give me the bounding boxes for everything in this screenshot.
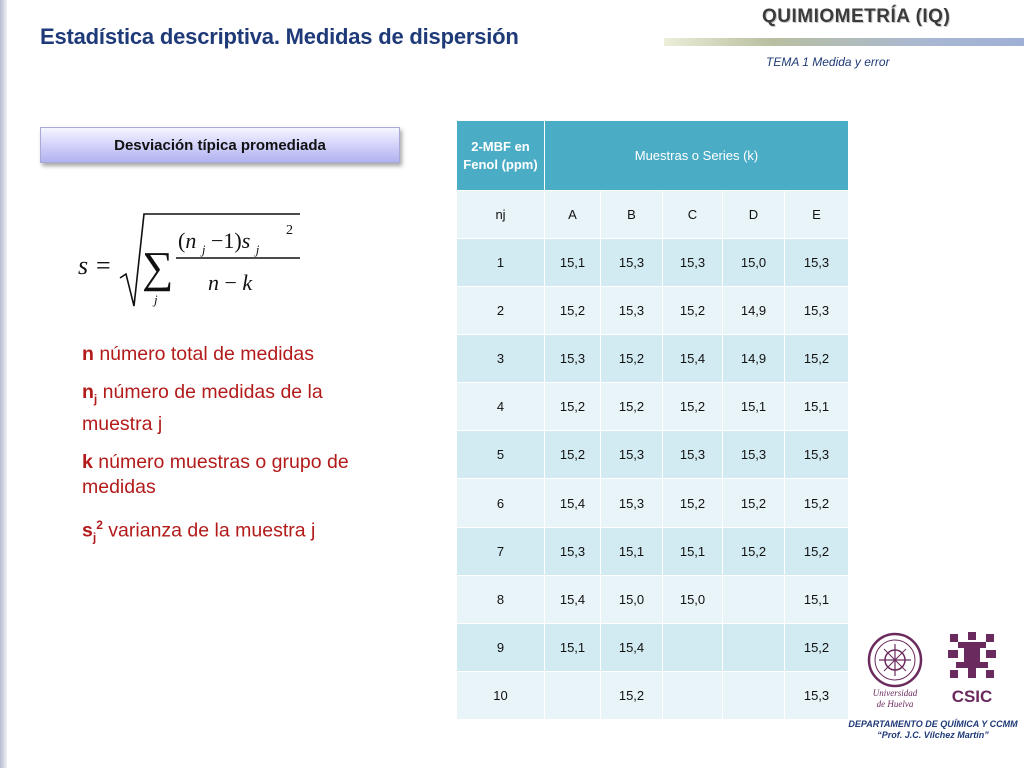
table-cell: 15,2 bbox=[601, 335, 663, 383]
table-cell bbox=[723, 575, 785, 623]
formula-sum-index: j bbox=[154, 292, 158, 307]
table-cell: 15,4 bbox=[545, 575, 601, 623]
row-index-cell: 5 bbox=[457, 431, 545, 479]
table-cell: 15,3 bbox=[545, 335, 601, 383]
data-table bbox=[456, 120, 849, 720]
row-index-cell: 3 bbox=[457, 335, 545, 383]
csic-logo-text: CSIC bbox=[951, 687, 993, 706]
table-row bbox=[457, 527, 849, 575]
table-cell: 15,3 bbox=[723, 431, 785, 479]
table-cell: 15,2 bbox=[601, 383, 663, 431]
formula-sum-sign: ∑ bbox=[142, 243, 174, 292]
table-cell: 15,3 bbox=[785, 431, 849, 479]
formula-denominator: n − k bbox=[208, 270, 253, 295]
csic-logo bbox=[944, 630, 1000, 710]
table-cell: 15,3 bbox=[601, 239, 663, 287]
footer-professor: “Prof. J.C. Vílchez Martín” bbox=[877, 730, 989, 740]
table-cell: 15,2 bbox=[785, 623, 849, 671]
table-cell: 15,2 bbox=[663, 479, 723, 527]
column-header-cell: nj bbox=[457, 191, 545, 239]
table-cell: 15,3 bbox=[663, 431, 723, 479]
formula-lhs: s bbox=[78, 251, 89, 280]
table-cell: 15,2 bbox=[663, 383, 723, 431]
table-cell: 15,1 bbox=[785, 575, 849, 623]
table-cell: 15,3 bbox=[601, 287, 663, 335]
row-index-cell: 10 bbox=[457, 671, 545, 719]
table-cell: 15,2 bbox=[785, 527, 849, 575]
formula-exponent: 2 bbox=[286, 223, 293, 238]
table-cell: 15,3 bbox=[785, 239, 849, 287]
row-index-cell: 1 bbox=[457, 239, 545, 287]
table-cell: 15,3 bbox=[663, 239, 723, 287]
left-accent-bar bbox=[0, 0, 7, 768]
formula-numerator: (n $_j$ −1)s $_j$ bbox=[178, 228, 260, 257]
footer-credits bbox=[842, 719, 1024, 741]
table-cell: 15,1 bbox=[785, 383, 849, 431]
table-cell: 15,1 bbox=[663, 527, 723, 575]
table-cell bbox=[663, 623, 723, 671]
svg-text:de Huelva: de Huelva bbox=[876, 699, 914, 709]
column-header-cell: B bbox=[601, 191, 663, 239]
table-cell: 14,9 bbox=[723, 335, 785, 383]
definition-sj2: $s_j^2$ varianza de la muestra j bbox=[82, 517, 316, 545]
table-row bbox=[457, 623, 849, 671]
table-cell: 15,3 bbox=[545, 527, 601, 575]
table-cell bbox=[545, 671, 601, 719]
slide-title: Estadística descriptiva. Medidas de dispersión bbox=[40, 24, 519, 49]
table-corner-header: 2-MBF en Fenol (ppm) bbox=[457, 121, 545, 191]
table-row bbox=[457, 239, 849, 287]
table-cell: 15,0 bbox=[723, 239, 785, 287]
table-cell: 15,3 bbox=[601, 479, 663, 527]
universidad-huelva-logo bbox=[864, 632, 926, 712]
table-row bbox=[457, 575, 849, 623]
definitions-list bbox=[82, 342, 382, 563]
table-cell: 15,3 bbox=[785, 671, 849, 719]
table-cell: 15,2 bbox=[601, 671, 663, 719]
table-cell: 15,2 bbox=[545, 287, 601, 335]
row-index-cell: 7 bbox=[457, 527, 545, 575]
table-cell: 15,2 bbox=[545, 383, 601, 431]
header-divider bbox=[664, 38, 1024, 46]
row-index-cell: 9 bbox=[457, 623, 545, 671]
table-cell: 15,2 bbox=[723, 479, 785, 527]
table-row bbox=[457, 287, 849, 335]
definition-n: n número total de medidas bbox=[82, 343, 314, 365]
table-cell: 15,0 bbox=[663, 575, 723, 623]
table-row bbox=[457, 671, 849, 719]
table-row bbox=[457, 383, 849, 431]
table-cell: 15,4 bbox=[601, 623, 663, 671]
pooled-std-formula bbox=[74, 208, 314, 318]
table-cell: 15,1 bbox=[545, 623, 601, 671]
table-cell: 15,1 bbox=[601, 527, 663, 575]
svg-text:Universidad: Universidad bbox=[872, 688, 918, 698]
table-cell: 15,1 bbox=[545, 239, 601, 287]
row-index-cell: 6 bbox=[457, 479, 545, 527]
column-header-cell: E bbox=[785, 191, 849, 239]
table-cell: 15,4 bbox=[663, 335, 723, 383]
table-cell: 15,2 bbox=[723, 527, 785, 575]
section-heading-box bbox=[40, 127, 400, 163]
course-brand: QUIMIOMETRÍA (IQ) bbox=[762, 6, 951, 27]
table-cell: 15,3 bbox=[601, 431, 663, 479]
table-row bbox=[457, 431, 849, 479]
table-cell bbox=[723, 623, 785, 671]
topic-subtitle: TEMA 1 Medida y error bbox=[766, 55, 890, 69]
definition-k: k número muestras o grupo de medidas bbox=[82, 450, 349, 498]
column-header-cell: A bbox=[545, 191, 601, 239]
row-index-cell: 4 bbox=[457, 383, 545, 431]
table-column-header-row bbox=[457, 191, 849, 239]
table-cell: 15,4 bbox=[545, 479, 601, 527]
table-cell: 15,2 bbox=[545, 431, 601, 479]
section-heading-label: Desviación típica promediada bbox=[114, 136, 326, 154]
table-cell: 14,9 bbox=[723, 287, 785, 335]
row-index-cell: 8 bbox=[457, 575, 545, 623]
table-cell bbox=[723, 671, 785, 719]
table-row bbox=[457, 479, 849, 527]
table-cell: 15,0 bbox=[601, 575, 663, 623]
table-cell: 15,1 bbox=[723, 383, 785, 431]
table-span-header: Muestras o Series (k) bbox=[545, 121, 849, 191]
row-index-cell: 2 bbox=[457, 287, 545, 335]
table-cell: 15,2 bbox=[785, 479, 849, 527]
formula-equals: = bbox=[96, 251, 111, 280]
footer-department: DEPARTAMENTO DE QUÍMICA Y CCMM bbox=[848, 719, 1018, 729]
table-cell bbox=[663, 671, 723, 719]
column-header-cell: C bbox=[663, 191, 723, 239]
table-cell: 15,2 bbox=[785, 335, 849, 383]
table-cell: 15,2 bbox=[663, 287, 723, 335]
column-header-cell: D bbox=[723, 191, 785, 239]
definition-nj: $n_j$ número de medidas de la muestra j bbox=[82, 381, 323, 435]
table-row bbox=[457, 335, 849, 383]
table-cell: 15,3 bbox=[785, 287, 849, 335]
